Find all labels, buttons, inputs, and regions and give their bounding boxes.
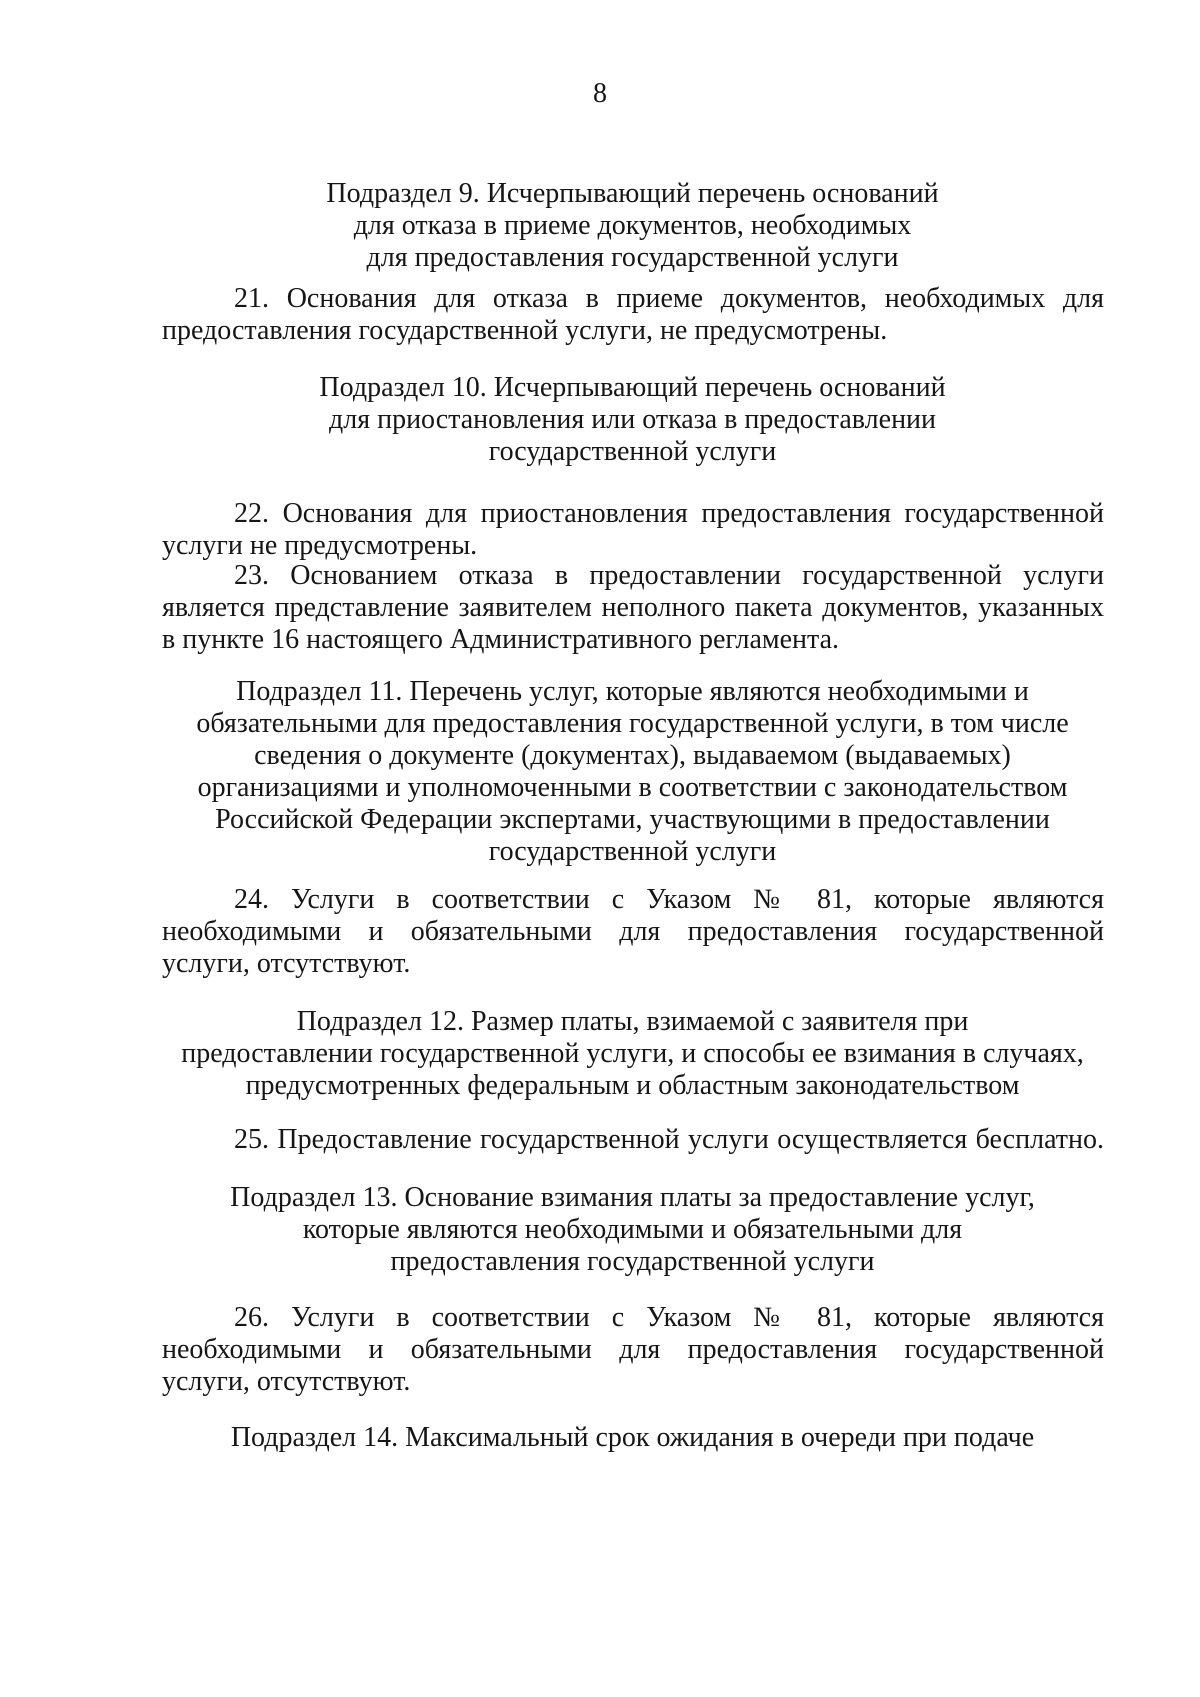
- heading-line: государственной услуги: [488, 436, 777, 467]
- heading-line: Подраздел 13. Основание взимания платы за предоставление услуг,: [230, 1182, 1035, 1213]
- subsection-10-heading: [160, 372, 1105, 468]
- paragraph-line: услуги, отсутствуют.: [162, 1366, 411, 1397]
- heading-line: для предоставления государственной услуги: [366, 242, 899, 273]
- paragraph-line: предоставления государственной услуги, не предусмотрены.: [162, 315, 888, 346]
- paragraph-line: 22. Основания для приостановления предоставления государственной: [234, 498, 1104, 529]
- heading-line: Подраздел 10. Исчерпывающий перечень оснований: [319, 372, 946, 403]
- paragraph-line: необходимыми и обязательными для предоставления государственной: [162, 1334, 1104, 1365]
- subsection-13-heading: [160, 1182, 1105, 1278]
- paragraph-line: 21. Основания для отказа в приеме документов, необходимых для: [234, 283, 1104, 314]
- subsection-14-heading: [160, 1422, 1105, 1454]
- paragraph-line: 23. Основанием отказа в предоставлении государственной услуги: [234, 560, 1104, 591]
- heading-line: организациями и уполномоченными в соответствии с законодательством: [197, 772, 1068, 803]
- paragraph-line: 25. Предоставление государственной услуги осуществляется бесплатно.: [234, 1124, 1104, 1155]
- paragraph-line: услуги не предусмотрены.: [162, 530, 478, 561]
- heading-line: Подраздел 14. Максимальный срок ожидания в очереди при подаче: [230, 1422, 1035, 1453]
- heading-line: для отказа в приеме документов, необходимых: [353, 210, 912, 241]
- paragraph-line: в пункте 16 настоящего Административного регламента.: [162, 624, 840, 655]
- heading-line: предоставления государственной услуги: [390, 1246, 875, 1277]
- heading-line: Подраздел 11. Перечень услуг, которые являются необходимыми и: [236, 676, 1029, 707]
- paragraph-22: [162, 498, 1104, 562]
- heading-line: государственной услуги: [488, 836, 777, 867]
- paragraph-25: [162, 1124, 1104, 1156]
- heading-line: которые являются необходимыми и обязательными для: [302, 1214, 963, 1245]
- paragraph-line: является представление заявителем неполного пакета документов, указанных: [162, 592, 1104, 623]
- heading-line: предусмотренных федеральным и областным законодательством: [245, 1070, 1020, 1101]
- heading-line: Подраздел 12. Размер платы, взимаемой с заявителя при: [296, 1006, 969, 1037]
- paragraph-21: [162, 283, 1104, 347]
- heading-line: для приостановления или отказа в предоставлении: [328, 404, 937, 435]
- paragraph-line: необходимыми и обязательными для предоставления государственной: [162, 916, 1104, 947]
- paragraph-26: [162, 1302, 1104, 1398]
- paragraph-line: 24. Услуги в соответствии с Указом № 81, которые являются: [234, 884, 1104, 915]
- subsection-12-heading: [160, 1006, 1105, 1102]
- heading-line: Российской Федерации экспертами, участвующими в предоставлении: [215, 804, 1050, 835]
- heading-line: предоставлении государственной услуги, и способы ее взимания в случаях,: [181, 1038, 1084, 1069]
- subsection-11-heading: [160, 676, 1105, 868]
- subsection-9-heading: [160, 178, 1105, 274]
- heading-line: обязательными для предоставления государственной услуги, в том числе: [196, 708, 1069, 739]
- paragraph-line: услуги, отсутствуют.: [162, 948, 411, 979]
- heading-line: Подраздел 9. Исчерпывающий перечень оснований: [326, 178, 939, 209]
- paragraph-24: [162, 884, 1104, 980]
- paragraph-23: [162, 560, 1104, 656]
- heading-line: сведения о документе (документах), выдаваемом (выдаваемых): [254, 740, 1011, 771]
- paragraph-line: 26. Услуги в соответствии с Указом № 81, которые являются: [234, 1302, 1104, 1333]
- page-number: 8: [593, 78, 607, 109]
